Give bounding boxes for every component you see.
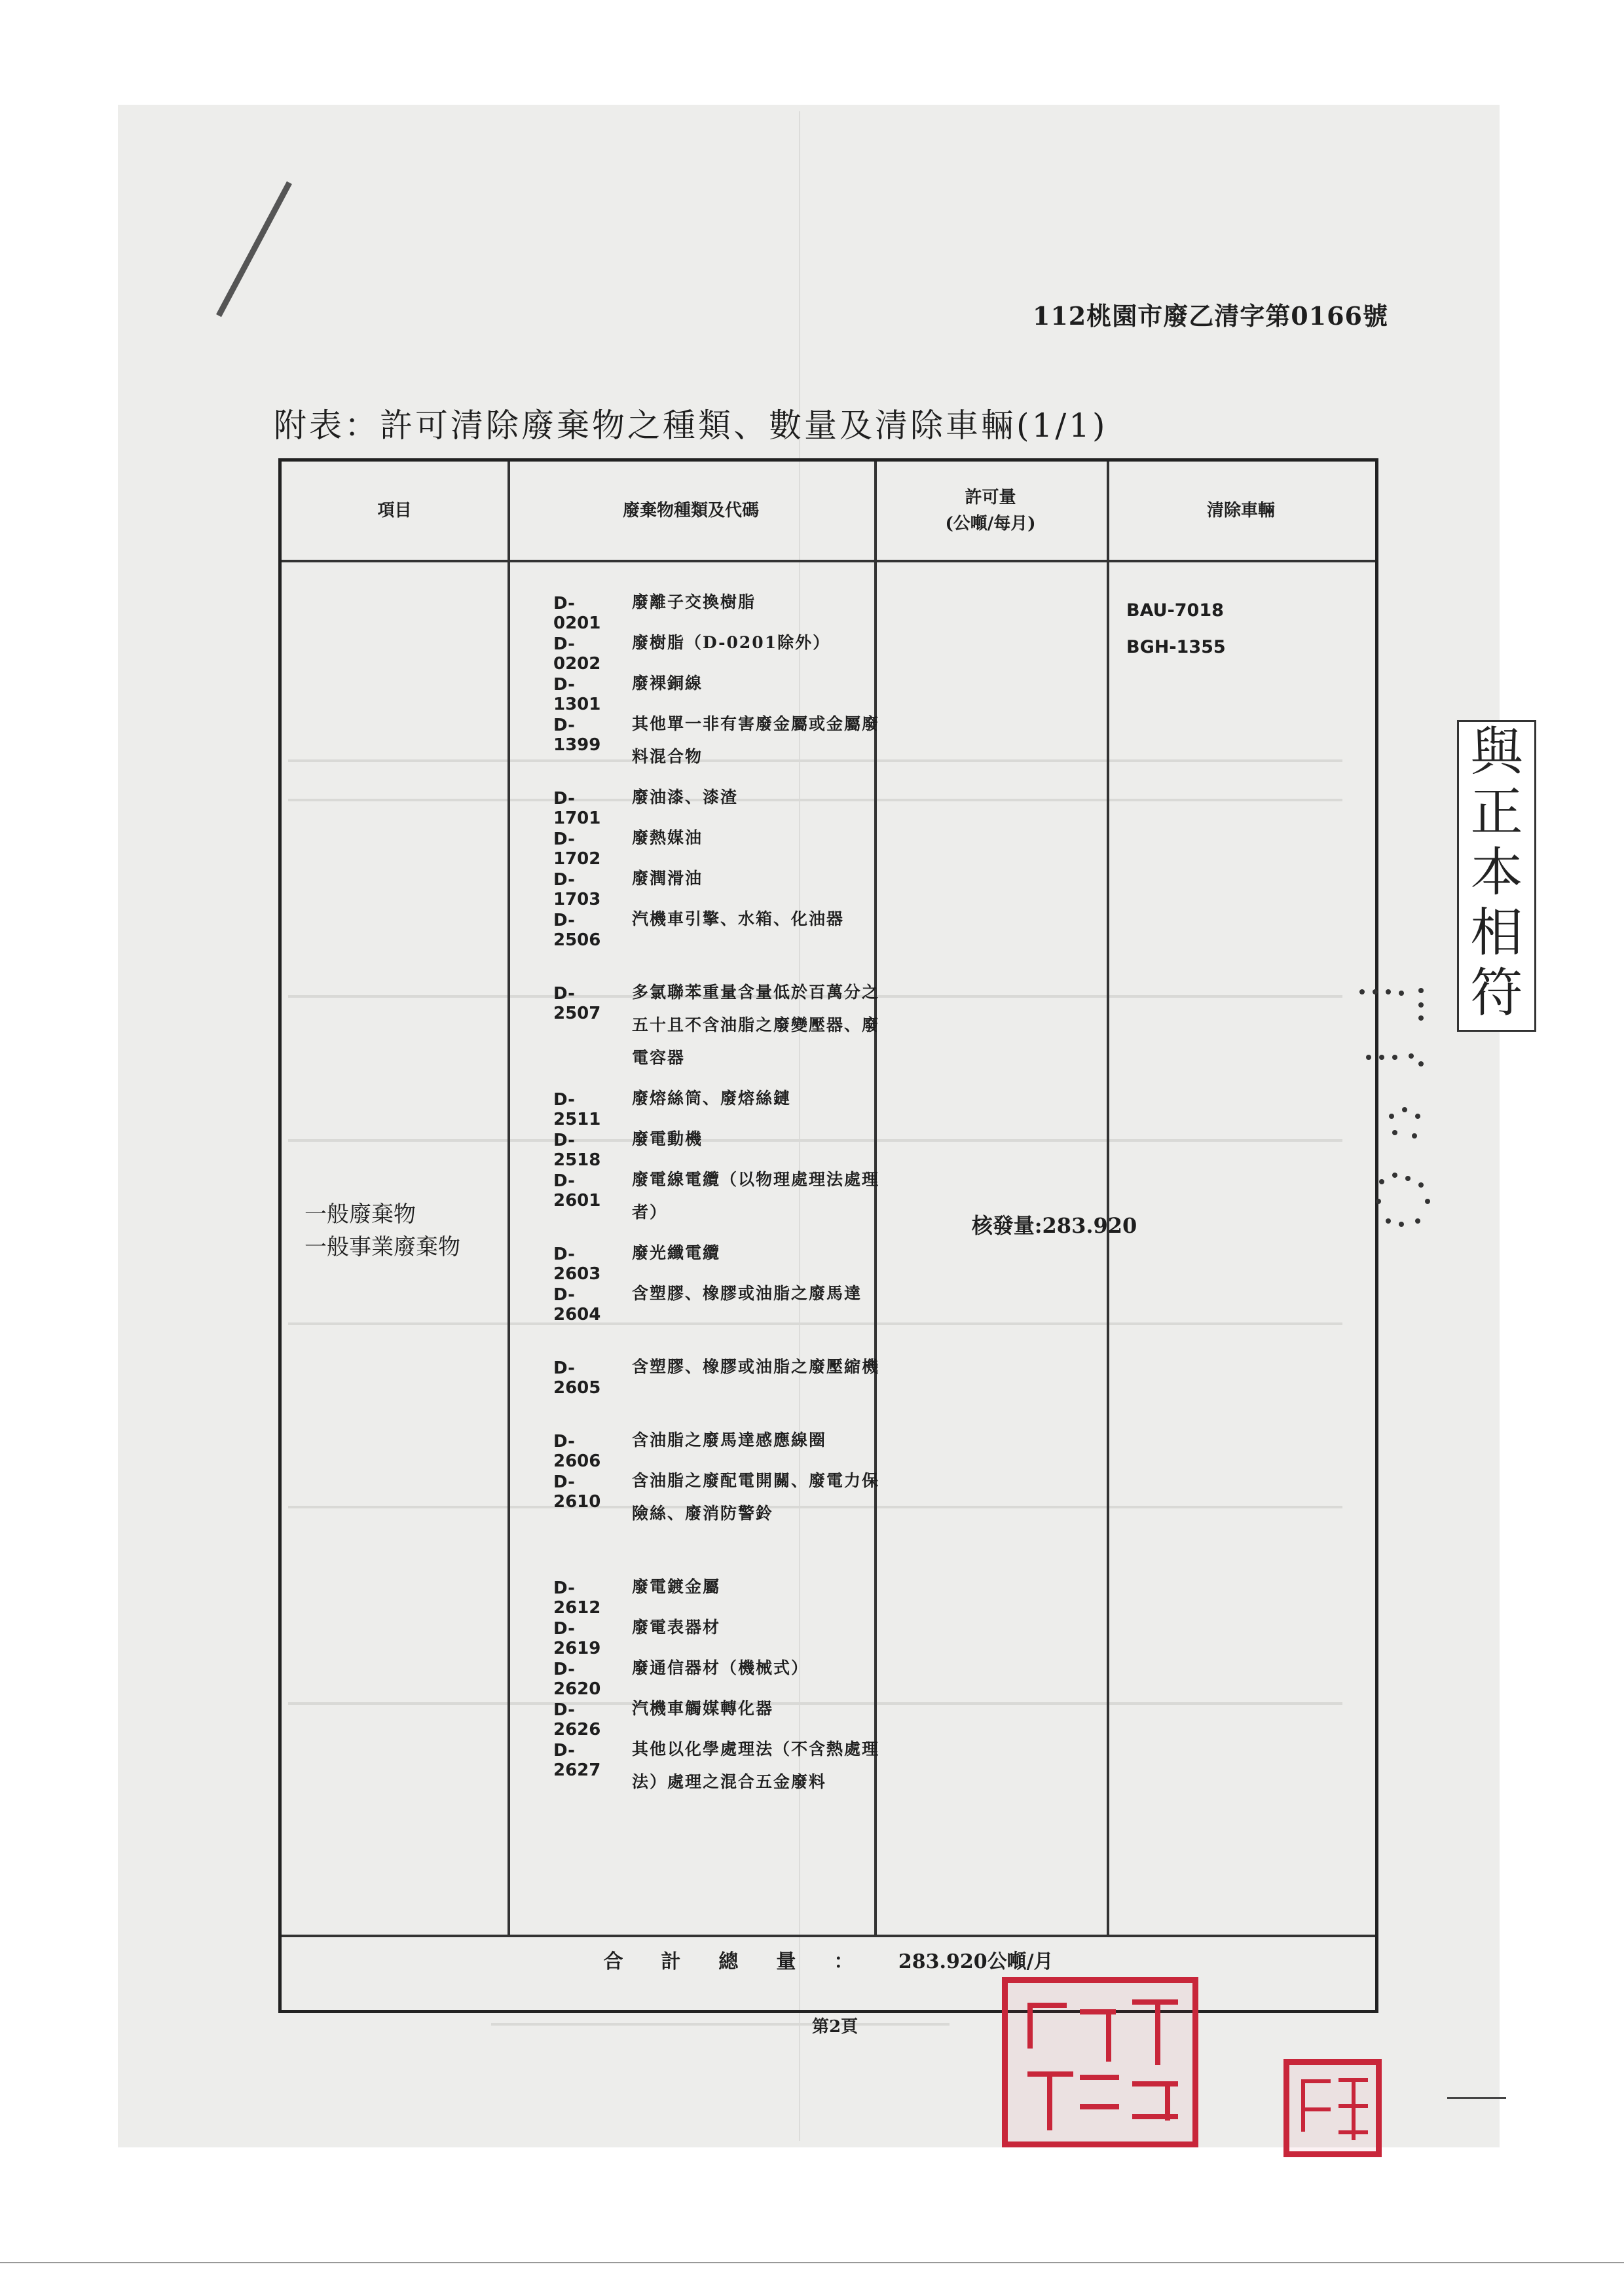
bleed-through-line xyxy=(491,2023,950,2026)
waste-name: 廢潤滑油 xyxy=(632,869,703,888)
total-divider xyxy=(282,1935,1375,1937)
waste-name: 廢電鍍金屬 xyxy=(632,1577,721,1596)
waste-name: 廢裸銅線 xyxy=(632,674,703,693)
waste-code: D-0201 xyxy=(553,594,601,633)
stamp-char: 相 xyxy=(1470,902,1523,963)
vehicle-plate: BGH-1355 xyxy=(1126,637,1226,657)
category-general-waste: 一般廢棄物 xyxy=(304,1201,416,1228)
waste-code: D-2612 xyxy=(553,1578,601,1618)
page-number: 第2頁 xyxy=(812,2017,858,2037)
total-label: 合計總量： xyxy=(603,1950,892,1973)
waste-code: D-2627 xyxy=(553,1741,601,1780)
total-row xyxy=(282,1942,1375,1982)
waste-code: D-2507 xyxy=(553,984,601,1023)
header-waste-type: 廢棄物種類及代碼 xyxy=(622,501,759,520)
waste-name: 廢離子交換樹脂 xyxy=(632,592,756,611)
waste-permit-table xyxy=(278,458,1378,2013)
stamp-char: 本 xyxy=(1470,842,1523,903)
category-business-waste: 一般事業廢棄物 xyxy=(304,1234,460,1260)
waste-name: 多氯聯苯重量含量低於百萬分之五十且不含油脂之廢變壓器、廢電容器 xyxy=(632,983,880,1067)
page-title: 附表：許可清除廢棄物之種類、數量及清除車輛(1/1) xyxy=(274,407,1108,445)
waste-code: D-2626 xyxy=(553,1700,601,1740)
waste-name: 廢通信器材（機械式） xyxy=(632,1658,809,1677)
waste-name: 廢電動機 xyxy=(632,1129,703,1148)
header-vehicles: 清除車輛 xyxy=(1206,501,1275,520)
waste-code: D-2610 xyxy=(553,1472,601,1512)
waste-code: D-2620 xyxy=(553,1660,601,1699)
waste-name: 廢樹脂（D-0201除外） xyxy=(632,633,831,652)
waste-code: D-1399 xyxy=(553,716,601,755)
vehicle-list xyxy=(1126,592,1226,666)
waste-name: 含塑膠、橡膠或油脂之廢壓縮機 xyxy=(632,1357,880,1376)
waste-name: 廢光纖電纜 xyxy=(632,1243,721,1262)
document-number: 112桃園市廢乙清字第0166號 xyxy=(1032,301,1388,331)
waste-code: D-0202 xyxy=(553,634,601,674)
waste-name: 含油脂之廢馬達感應線圈 xyxy=(632,1430,827,1449)
waste-code: D-1701 xyxy=(553,789,601,828)
waste-name: 廢油漆、漆渣 xyxy=(632,788,739,807)
header-divider xyxy=(282,560,1375,562)
company-seal xyxy=(1002,1977,1198,2147)
stamp-char: 與 xyxy=(1470,721,1523,782)
waste-code: D-1702 xyxy=(553,829,601,869)
waste-name: 廢電表器材 xyxy=(632,1618,721,1637)
waste-code: D-2606 xyxy=(553,1432,601,1471)
waste-name: 含油脂之廢配電開關、廢電力保險絲、廢消防警鈴 xyxy=(632,1471,880,1523)
waste-code: D-2605 xyxy=(553,1358,601,1398)
waste-code: D-2603 xyxy=(553,1245,601,1284)
total-value: 283.920公噸/月 xyxy=(898,1950,1054,1973)
waste-name: 其他以化學處理法（不含熱處理法）處理之混合五金廢料 xyxy=(632,1740,880,1791)
column-divider xyxy=(1107,462,1109,1935)
waste-name: 汽機車引擎、水箱、化油器 xyxy=(632,909,845,928)
header-permit-amount-line2: (公噸/每月) xyxy=(945,514,1036,534)
waste-name: 汽機車觸媒轉化器 xyxy=(632,1699,774,1718)
waste-name: 含塑膠、橡膠或油脂之廢馬達 xyxy=(632,1284,862,1303)
margin-mark xyxy=(1447,2097,1506,2099)
waste-code: D-2604 xyxy=(553,1285,601,1324)
waste-code: D-2601 xyxy=(553,1171,601,1211)
waste-name: 廢熱媒油 xyxy=(632,828,703,847)
approved-amount: 核發量:283.920 xyxy=(971,1213,1137,1238)
waste-code: D-2619 xyxy=(553,1619,601,1658)
perforation-marks xyxy=(1356,985,1447,1247)
waste-code: D-2518 xyxy=(553,1131,601,1170)
vehicle-plate: BAU-7018 xyxy=(1126,600,1224,621)
waste-code: D-1703 xyxy=(553,870,601,909)
waste-code: D-2511 xyxy=(553,1090,601,1129)
stamp-char: 正 xyxy=(1470,782,1523,843)
header-permit-amount-line1: 許可量 xyxy=(965,488,1016,507)
waste-name: 廢電線電纜（以物理處理法處理者） xyxy=(632,1170,880,1222)
stamp-char: 符 xyxy=(1470,962,1523,1023)
certified-copy-stamp xyxy=(1457,720,1536,1032)
page-edge-line xyxy=(0,2262,1624,2263)
waste-category xyxy=(304,1198,514,1264)
header-item: 項目 xyxy=(377,501,412,520)
header-permit-amount xyxy=(874,484,1107,537)
waste-name: 其他單一非有害廢金屬或金屬廢料混合物 xyxy=(632,714,880,766)
waste-code: D-2506 xyxy=(553,911,601,950)
waste-name: 廢熔絲筒、廢熔絲鏈 xyxy=(632,1089,792,1108)
representative-seal xyxy=(1283,2059,1382,2157)
waste-code: D-1301 xyxy=(553,675,601,714)
